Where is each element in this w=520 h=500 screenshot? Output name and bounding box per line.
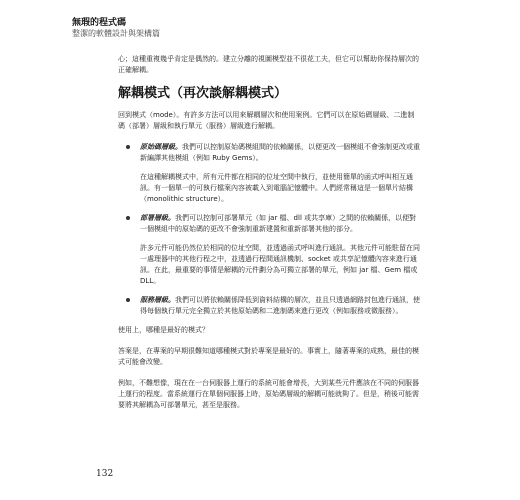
bullet-body: 我們可以將依賴關係降低到資料結構的層次，並且只透過網路封包進行通訊，使得每個執行單元完全獨立於其他原始碼和二進制碼來進行更改（例如服務或微服務）。 <box>140 296 420 315</box>
bullet-dot-icon <box>126 145 130 149</box>
section-heading: 解耦模式（再次談解耦模式） <box>118 86 288 101</box>
bullet-body: 我們可以控制原始碼模組間的依賴關係，以便更改一個模組不會強制更改或重新編譯其他模組（例如 Ruby Gems）。 <box>140 143 420 162</box>
question-paragraph: 使用上，哪種是最好的模式？ <box>118 326 209 334</box>
bullet-body: 我們可以控制可部署單元（如 jar 檔、dll 或共享庫）之間的依賴關係，以便對一個模組中的原始碼的更改不會強制重新建置和重新部署其他的部分。 <box>140 214 417 233</box>
bullet-dot-icon <box>126 216 130 220</box>
bullet-sub-paragraph: 在這種解耦模式中，所有元件都在相同的位址空間中執行，並使用簡單的函式呼叫相互通訊。有一個單一的可執行檔案內容被載入到電腦記憶體中。人們經常稱這是一個單片結構（monolithic structure）。 <box>140 173 413 203</box>
chapter-title: 整潔的軟體設計與架構篇 <box>72 29 160 38</box>
bullet-source-level <box>118 142 420 205</box>
example-paragraph: 例如，不難想像，現在在一台伺服器上運行的系統可能會增長，大到某些元件應該在不同的伺服器上運行的程度。當系統運行在單個伺服器上時，原始碼層級的解耦可能就夠了。但是，稍後可能需要將其解耦為可部署單元，甚至是服務。 <box>118 379 419 409</box>
bullet-label: 原始碼層級。 <box>140 143 182 151</box>
intro-paragraph: 心；這種重複幾乎肯定是偶然的。建立分離的視圖模型並不很花工夫，但它可以幫助你保持層次的正確解耦。 <box>118 55 419 74</box>
bullet-text <box>140 295 420 317</box>
bullet-label: 部署層級。 <box>140 214 175 222</box>
bullet-label: 服務層級。 <box>140 296 175 304</box>
bullet-sub-paragraph: 許多元件可能仍然位於相同的位址空間，並透過函式呼叫進行通訊。其他元件可能駐留在同一處理器中的其他行程之中，並透過行程間通訊機制、socket 或共享記憶體內容來進行通訊。在此，最重要的事情是解耦的元件劃分為可獨立部署的單元，例如 jar 檔、Gem 檔或 DLL。 <box>140 244 420 285</box>
bullet-deployment-level <box>118 213 420 287</box>
bullet-text <box>140 213 420 235</box>
page-number: 132 <box>96 469 114 479</box>
bullet-text <box>140 142 420 164</box>
bullet-service-level <box>118 295 420 317</box>
page-body <box>118 54 420 421</box>
answer-paragraph: 答案是，在專案的早期很難知道哪種模式對於專案是最好的。事實上，隨著專案的成熟，最佳的模式可能會改變。 <box>118 347 419 366</box>
section-lead-paragraph: 回到模式（mode）。有許多方法可以用來解耦層次和使用案例。它們可以在原始碼層級、二進制碼（部署）層級和執行單元（服務）層級進行解耦。 <box>118 111 415 130</box>
bullet-dot-icon <box>126 298 130 302</box>
book-title: 無瑕的程式碼 <box>72 18 127 28</box>
running-header <box>72 18 160 39</box>
